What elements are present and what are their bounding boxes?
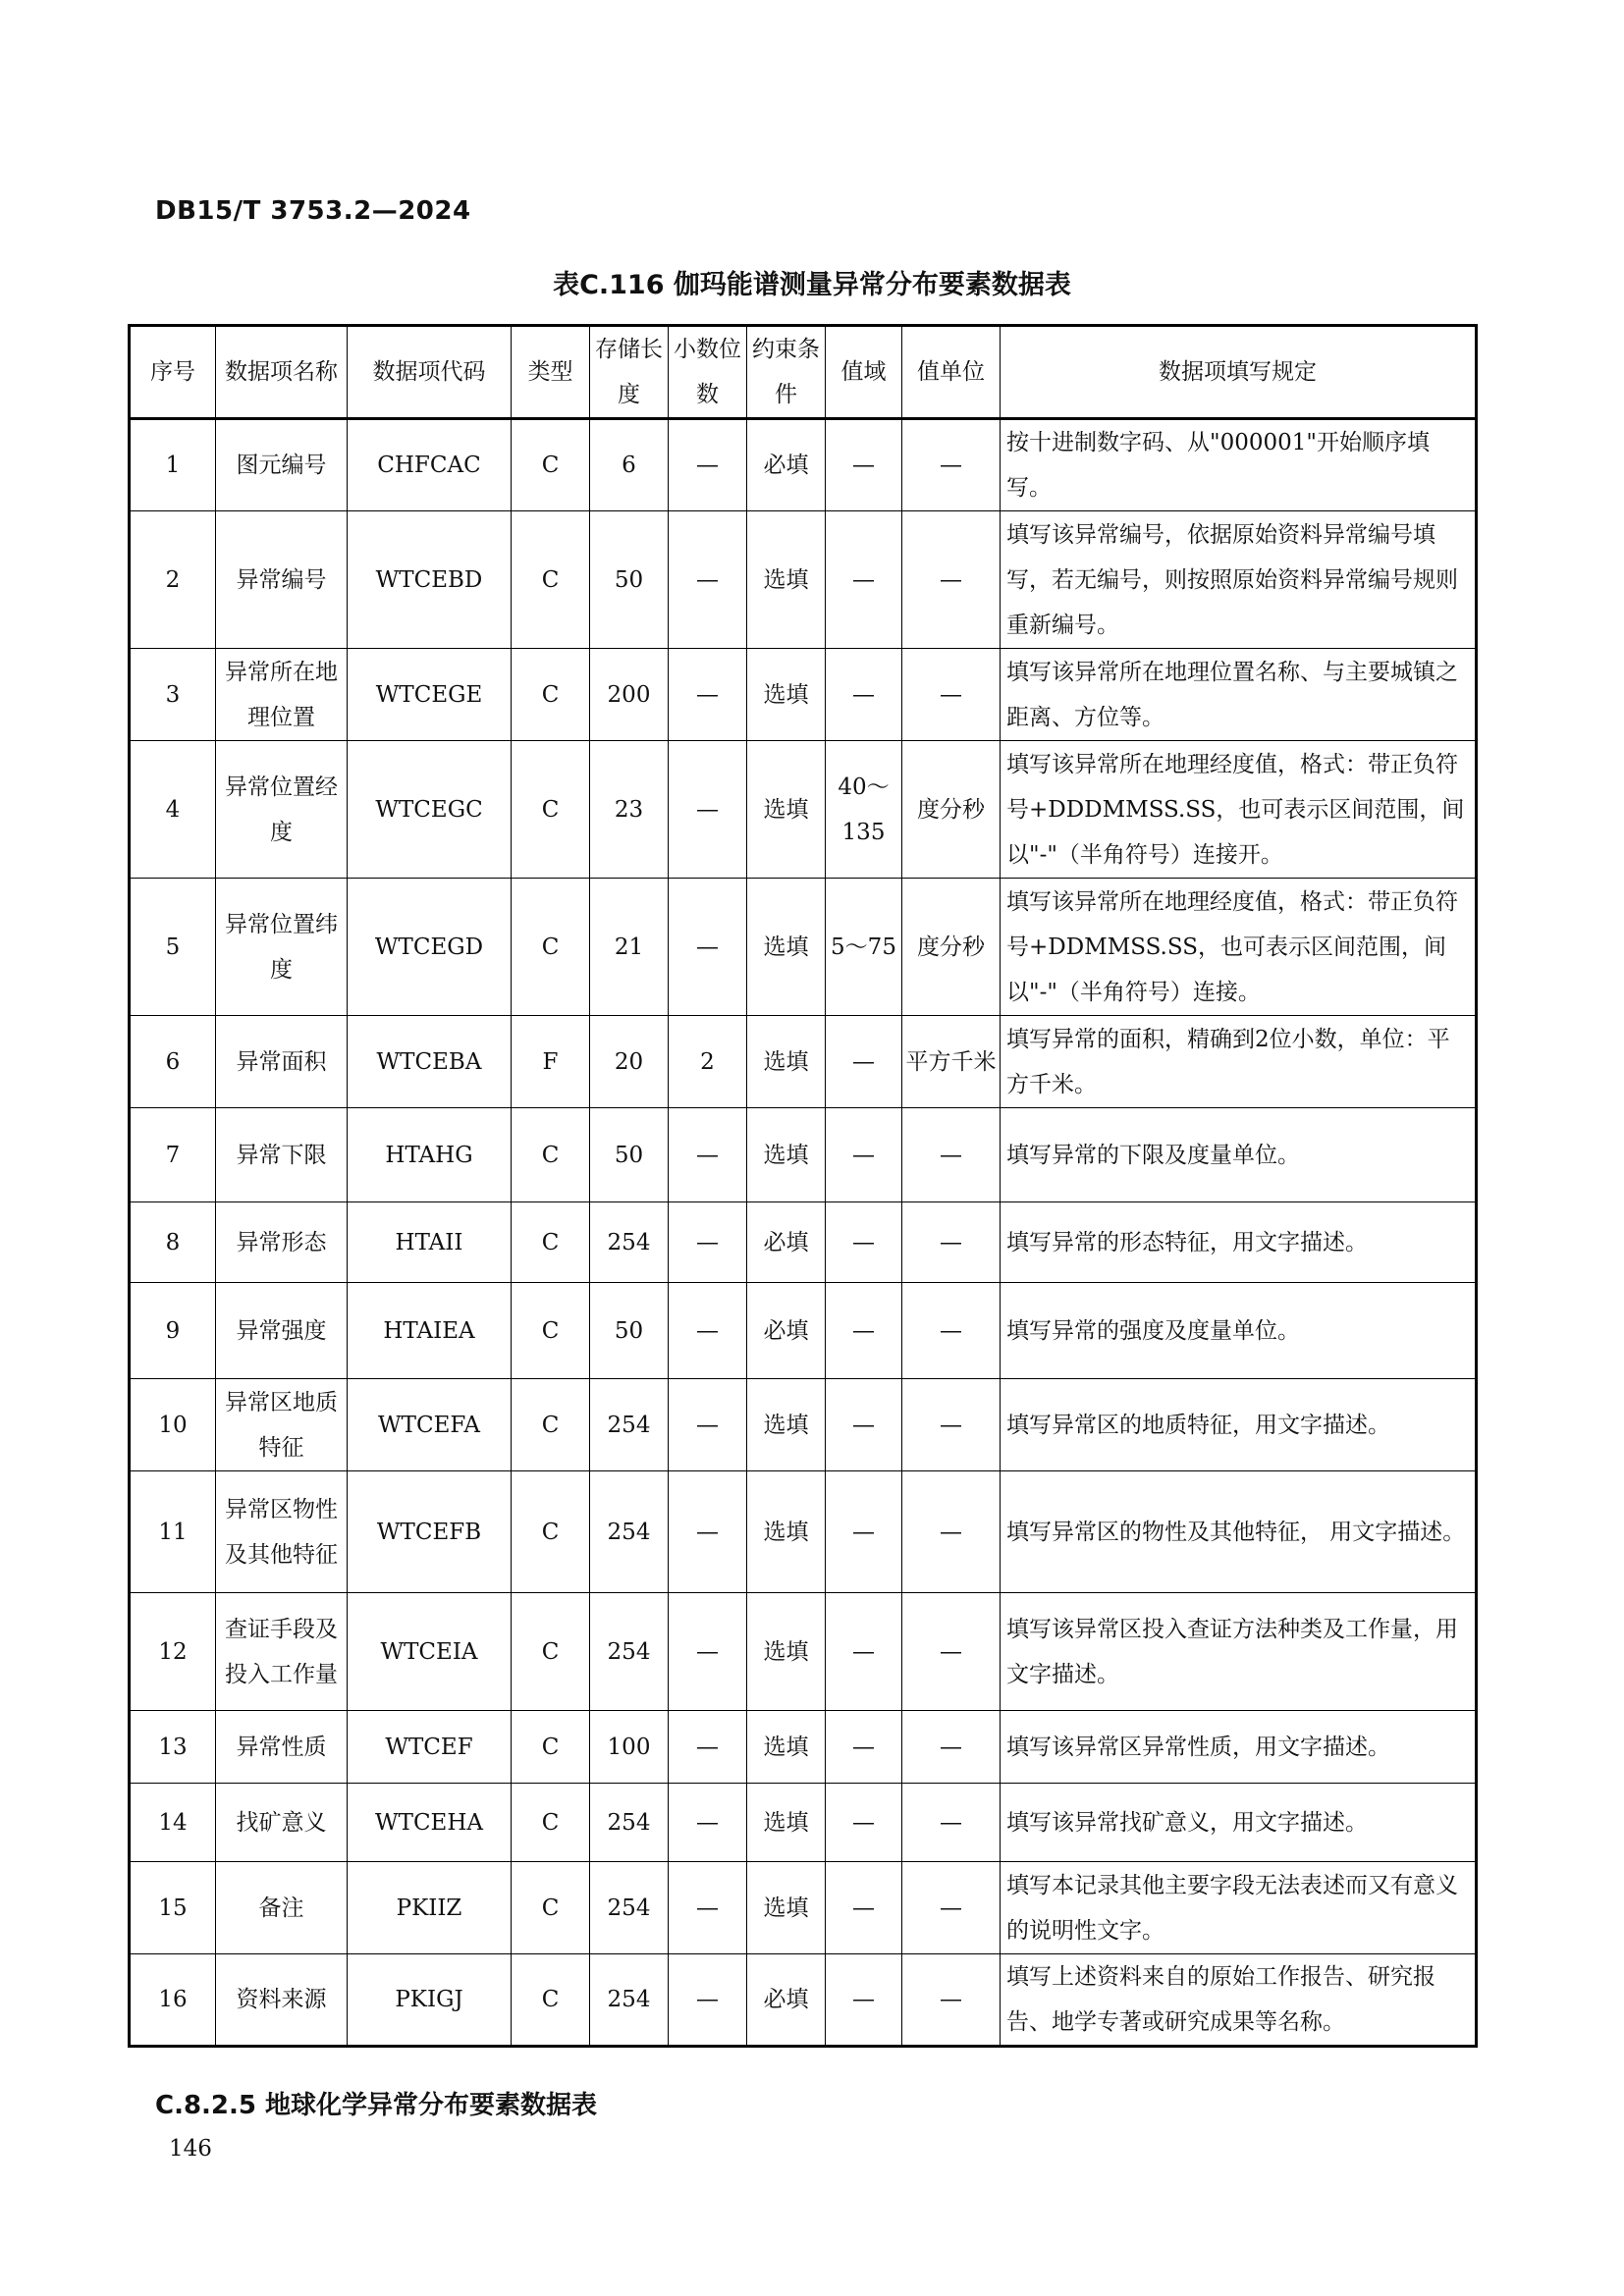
cell-decimals: — bbox=[669, 879, 747, 1016]
cell-item-name: 异常面积 bbox=[216, 1016, 348, 1108]
cell-unit: — bbox=[902, 1711, 1001, 1784]
cell-seq: 13 bbox=[130, 1711, 216, 1784]
cell-domain: — bbox=[826, 1593, 902, 1711]
cell-unit: — bbox=[902, 1379, 1001, 1471]
cell-type: C bbox=[512, 879, 590, 1016]
cell-item-code: CHFCAC bbox=[348, 419, 512, 511]
cell-domain: — bbox=[826, 1862, 902, 1954]
table-row bbox=[130, 1471, 1477, 1593]
cell-constraint: 选填 bbox=[747, 1711, 826, 1784]
cell-domain: — bbox=[826, 1283, 902, 1379]
cell-item-name: 资料来源 bbox=[216, 1954, 348, 2047]
cell-type: C bbox=[512, 1379, 590, 1471]
cell-rule: 填写异常的下限及度量单位。 bbox=[1001, 1108, 1477, 1202]
cell-seq: 8 bbox=[130, 1202, 216, 1283]
header-constraint: 约束条件 bbox=[747, 326, 826, 419]
cell-type: C bbox=[512, 1784, 590, 1862]
cell-rule: 填写异常的形态特征，用文字描述。 bbox=[1001, 1202, 1477, 1283]
cell-unit: 度分秒 bbox=[902, 879, 1001, 1016]
cell-item-code: PKIIZ bbox=[348, 1862, 512, 1954]
cell-length: 254 bbox=[590, 1471, 669, 1593]
cell-length: 50 bbox=[590, 511, 669, 649]
cell-item-name: 异常位置纬度 bbox=[216, 879, 348, 1016]
cell-rule: 填写异常的强度及度量单位。 bbox=[1001, 1283, 1477, 1379]
cell-type: C bbox=[512, 1283, 590, 1379]
header-type: 类型 bbox=[512, 326, 590, 419]
cell-domain: — bbox=[826, 1471, 902, 1593]
cell-decimals: — bbox=[669, 419, 747, 511]
cell-domain: 40～135 bbox=[826, 741, 902, 879]
cell-length: 254 bbox=[590, 1202, 669, 1283]
document-code: DB15/T 3753.2—2024 bbox=[155, 196, 471, 226]
cell-unit: — bbox=[902, 1862, 1001, 1954]
cell-seq: 10 bbox=[130, 1379, 216, 1471]
table-row bbox=[130, 1593, 1477, 1711]
cell-type: C bbox=[512, 1862, 590, 1954]
header-rule: 数据项填写规定 bbox=[1001, 326, 1477, 419]
cell-seq: 11 bbox=[130, 1471, 216, 1593]
cell-length: 6 bbox=[590, 419, 669, 511]
header-unit: 值单位 bbox=[902, 326, 1001, 419]
cell-seq: 7 bbox=[130, 1108, 216, 1202]
cell-item-name: 异常强度 bbox=[216, 1283, 348, 1379]
header-item-name: 数据项名称 bbox=[216, 326, 348, 419]
cell-constraint: 选填 bbox=[747, 649, 826, 741]
cell-seq: 1 bbox=[130, 419, 216, 511]
table-row bbox=[130, 1711, 1477, 1784]
cell-decimals: — bbox=[669, 1108, 747, 1202]
cell-length: 50 bbox=[590, 1283, 669, 1379]
cell-unit: 平方千米 bbox=[902, 1016, 1001, 1108]
cell-item-code: WTCEGC bbox=[348, 741, 512, 879]
cell-item-name: 找矿意义 bbox=[216, 1784, 348, 1862]
cell-item-code: WTCEF bbox=[348, 1711, 512, 1784]
cell-item-name: 异常形态 bbox=[216, 1202, 348, 1283]
cell-item-code: WTCEBD bbox=[348, 511, 512, 649]
cell-length: 20 bbox=[590, 1016, 669, 1108]
cell-constraint: 选填 bbox=[747, 511, 826, 649]
cell-item-name: 异常位置经度 bbox=[216, 741, 348, 879]
cell-length: 254 bbox=[590, 1862, 669, 1954]
cell-unit: — bbox=[902, 1202, 1001, 1283]
cell-seq: 12 bbox=[130, 1593, 216, 1711]
cell-item-name: 查证手段及投入工作量 bbox=[216, 1593, 348, 1711]
cell-unit: 度分秒 bbox=[902, 741, 1001, 879]
header-seq: 序号 bbox=[130, 326, 216, 419]
cell-item-code: HTAIEA bbox=[348, 1283, 512, 1379]
cell-domain: — bbox=[826, 1711, 902, 1784]
cell-length: 254 bbox=[590, 1379, 669, 1471]
cell-domain: 5～75 bbox=[826, 879, 902, 1016]
section-heading: C.8.2.5 地球化学异常分布要素数据表 bbox=[155, 2091, 598, 2120]
cell-decimals: — bbox=[669, 1202, 747, 1283]
cell-decimals: — bbox=[669, 1862, 747, 1954]
cell-seq: 9 bbox=[130, 1283, 216, 1379]
cell-length: 50 bbox=[590, 1108, 669, 1202]
cell-item-name: 异常编号 bbox=[216, 511, 348, 649]
cell-decimals: 2 bbox=[669, 1016, 747, 1108]
cell-decimals: — bbox=[669, 1379, 747, 1471]
header-decimals: 小数位数 bbox=[669, 326, 747, 419]
cell-type: C bbox=[512, 1593, 590, 1711]
cell-unit: — bbox=[902, 419, 1001, 511]
cell-type: C bbox=[512, 1471, 590, 1593]
cell-decimals: — bbox=[669, 511, 747, 649]
cell-unit: — bbox=[902, 1784, 1001, 1862]
cell-type: C bbox=[512, 1108, 590, 1202]
cell-type: F bbox=[512, 1016, 590, 1108]
cell-domain: — bbox=[826, 511, 902, 649]
cell-item-code: HTAII bbox=[348, 1202, 512, 1283]
cell-item-code: WTCEFB bbox=[348, 1471, 512, 1593]
cell-item-code: WTCEGD bbox=[348, 879, 512, 1016]
cell-unit: — bbox=[902, 1471, 1001, 1593]
cell-item-code: WTCEHA bbox=[348, 1784, 512, 1862]
cell-rule: 填写上述资料来自的原始工作报告、研究报告、地学专著或研究成果等名称。 bbox=[1001, 1954, 1477, 2047]
cell-rule: 填写异常区的物性及其他特征， 用文字描述。 bbox=[1001, 1471, 1477, 1593]
cell-item-name: 异常所在地理位置 bbox=[216, 649, 348, 741]
cell-unit: — bbox=[902, 1108, 1001, 1202]
cell-length: 254 bbox=[590, 1784, 669, 1862]
cell-constraint: 选填 bbox=[747, 741, 826, 879]
cell-rule: 填写该异常找矿意义，用文字描述。 bbox=[1001, 1784, 1477, 1862]
cell-seq: 16 bbox=[130, 1954, 216, 2047]
table-row bbox=[130, 1202, 1477, 1283]
cell-type: C bbox=[512, 1202, 590, 1283]
table-header-row bbox=[130, 326, 1477, 419]
cell-item-name: 异常区地质特征 bbox=[216, 1379, 348, 1471]
cell-length: 21 bbox=[590, 879, 669, 1016]
cell-item-code: WTCEBA bbox=[348, 1016, 512, 1108]
cell-domain: — bbox=[826, 1016, 902, 1108]
cell-length: 254 bbox=[590, 1593, 669, 1711]
table-title: 表C.116 伽玛能谱测量异常分布要素数据表 bbox=[553, 270, 1071, 300]
cell-item-name: 异常性质 bbox=[216, 1711, 348, 1784]
table-row bbox=[130, 879, 1477, 1016]
cell-domain: — bbox=[826, 1954, 902, 2047]
cell-rule: 填写该异常区投入查证方法种类及工作量，用文字描述。 bbox=[1001, 1593, 1477, 1711]
cell-decimals: — bbox=[669, 1711, 747, 1784]
cell-constraint: 选填 bbox=[747, 1108, 826, 1202]
cell-constraint: 必填 bbox=[747, 1283, 826, 1379]
table-row bbox=[130, 741, 1477, 879]
cell-item-name: 异常下限 bbox=[216, 1108, 348, 1202]
table-row bbox=[130, 419, 1477, 511]
cell-seq: 15 bbox=[130, 1862, 216, 1954]
cell-item-name: 备注 bbox=[216, 1862, 348, 1954]
table-row bbox=[130, 1862, 1477, 1954]
cell-seq: 14 bbox=[130, 1784, 216, 1862]
header-length: 存储长度 bbox=[590, 326, 669, 419]
cell-item-code: WTCEGE bbox=[348, 649, 512, 741]
cell-seq: 5 bbox=[130, 879, 216, 1016]
table-row bbox=[130, 1283, 1477, 1379]
cell-length: 200 bbox=[590, 649, 669, 741]
cell-decimals: — bbox=[669, 1471, 747, 1593]
cell-constraint: 选填 bbox=[747, 1862, 826, 1954]
page-number: 146 bbox=[169, 2136, 212, 2162]
cell-unit: — bbox=[902, 649, 1001, 741]
cell-decimals: — bbox=[669, 1954, 747, 2047]
cell-length: 100 bbox=[590, 1711, 669, 1784]
table-row bbox=[130, 1108, 1477, 1202]
cell-domain: — bbox=[826, 649, 902, 741]
cell-unit: — bbox=[902, 1593, 1001, 1711]
cell-rule: 填写异常的面积，精确到2位小数，单位：平方千米。 bbox=[1001, 1016, 1477, 1108]
cell-constraint: 必填 bbox=[747, 419, 826, 511]
table-row bbox=[130, 511, 1477, 649]
cell-decimals: — bbox=[669, 1593, 747, 1711]
cell-item-name: 图元编号 bbox=[216, 419, 348, 511]
cell-constraint: 选填 bbox=[747, 1593, 826, 1711]
cell-type: C bbox=[512, 741, 590, 879]
cell-domain: — bbox=[826, 1202, 902, 1283]
cell-length: 254 bbox=[590, 1954, 669, 2047]
cell-rule: 填写异常区的地质特征，用文字描述。 bbox=[1001, 1379, 1477, 1471]
table-row bbox=[130, 1784, 1477, 1862]
data-element-table bbox=[128, 324, 1478, 2048]
table-row bbox=[130, 1954, 1477, 2047]
cell-decimals: — bbox=[669, 649, 747, 741]
cell-unit: — bbox=[902, 1283, 1001, 1379]
cell-item-name: 异常区物性及其他特征 bbox=[216, 1471, 348, 1593]
cell-type: C bbox=[512, 1711, 590, 1784]
cell-length: 23 bbox=[590, 741, 669, 879]
cell-constraint: 必填 bbox=[747, 1202, 826, 1283]
cell-constraint: 选填 bbox=[747, 1379, 826, 1471]
cell-type: C bbox=[512, 1954, 590, 2047]
cell-rule: 填写本记录其他主要字段无法表述而又有意义的说明性文字。 bbox=[1001, 1862, 1477, 1954]
cell-constraint: 选填 bbox=[747, 1016, 826, 1108]
table-row bbox=[130, 1379, 1477, 1471]
cell-rule: 填写该异常编号，依据原始资料异常编号填写，若无编号，则按照原始资料异常编号规则重新编号。 bbox=[1001, 511, 1477, 649]
cell-rule: 填写该异常所在地理位置名称、与主要城镇之距离、方位等。 bbox=[1001, 649, 1477, 741]
table-row bbox=[130, 1016, 1477, 1108]
cell-domain: — bbox=[826, 1379, 902, 1471]
table-row bbox=[130, 649, 1477, 741]
cell-domain: — bbox=[826, 419, 902, 511]
cell-unit: — bbox=[902, 1954, 1001, 2047]
cell-item-code: PKIGJ bbox=[348, 1954, 512, 2047]
cell-unit: — bbox=[902, 511, 1001, 649]
cell-rule: 填写该异常所在地理经度值，格式：带正负符号+DDDMMSS.SS，也可表示区间范围，间以"-"（半角符号）连接开。 bbox=[1001, 741, 1477, 879]
cell-seq: 6 bbox=[130, 1016, 216, 1108]
cell-item-code: WTCEFA bbox=[348, 1379, 512, 1471]
cell-rule: 填写该异常区异常性质，用文字描述。 bbox=[1001, 1711, 1477, 1784]
cell-rule: 按十进制数字码、从"000001"开始顺序填写。 bbox=[1001, 419, 1477, 511]
cell-type: C bbox=[512, 511, 590, 649]
cell-item-code: WTCEIA bbox=[348, 1593, 512, 1711]
cell-constraint: 选填 bbox=[747, 1784, 826, 1862]
cell-decimals: — bbox=[669, 1283, 747, 1379]
cell-constraint: 必填 bbox=[747, 1954, 826, 2047]
cell-seq: 3 bbox=[130, 649, 216, 741]
cell-decimals: — bbox=[669, 1784, 747, 1862]
header-domain: 值域 bbox=[826, 326, 902, 419]
cell-type: C bbox=[512, 419, 590, 511]
cell-rule: 填写该异常所在地理经度值，格式：带正负符号+DDMMSS.SS，也可表示区间范围，间以"-"（半角符号）连接。 bbox=[1001, 879, 1477, 1016]
header-item-code: 数据项代码 bbox=[348, 326, 512, 419]
cell-domain: — bbox=[826, 1784, 902, 1862]
cell-item-code: HTAHG bbox=[348, 1108, 512, 1202]
cell-seq: 2 bbox=[130, 511, 216, 649]
cell-domain: — bbox=[826, 1108, 902, 1202]
cell-decimals: — bbox=[669, 741, 747, 879]
cell-constraint: 选填 bbox=[747, 879, 826, 1016]
cell-seq: 4 bbox=[130, 741, 216, 879]
cell-constraint: 选填 bbox=[747, 1471, 826, 1593]
cell-type: C bbox=[512, 649, 590, 741]
